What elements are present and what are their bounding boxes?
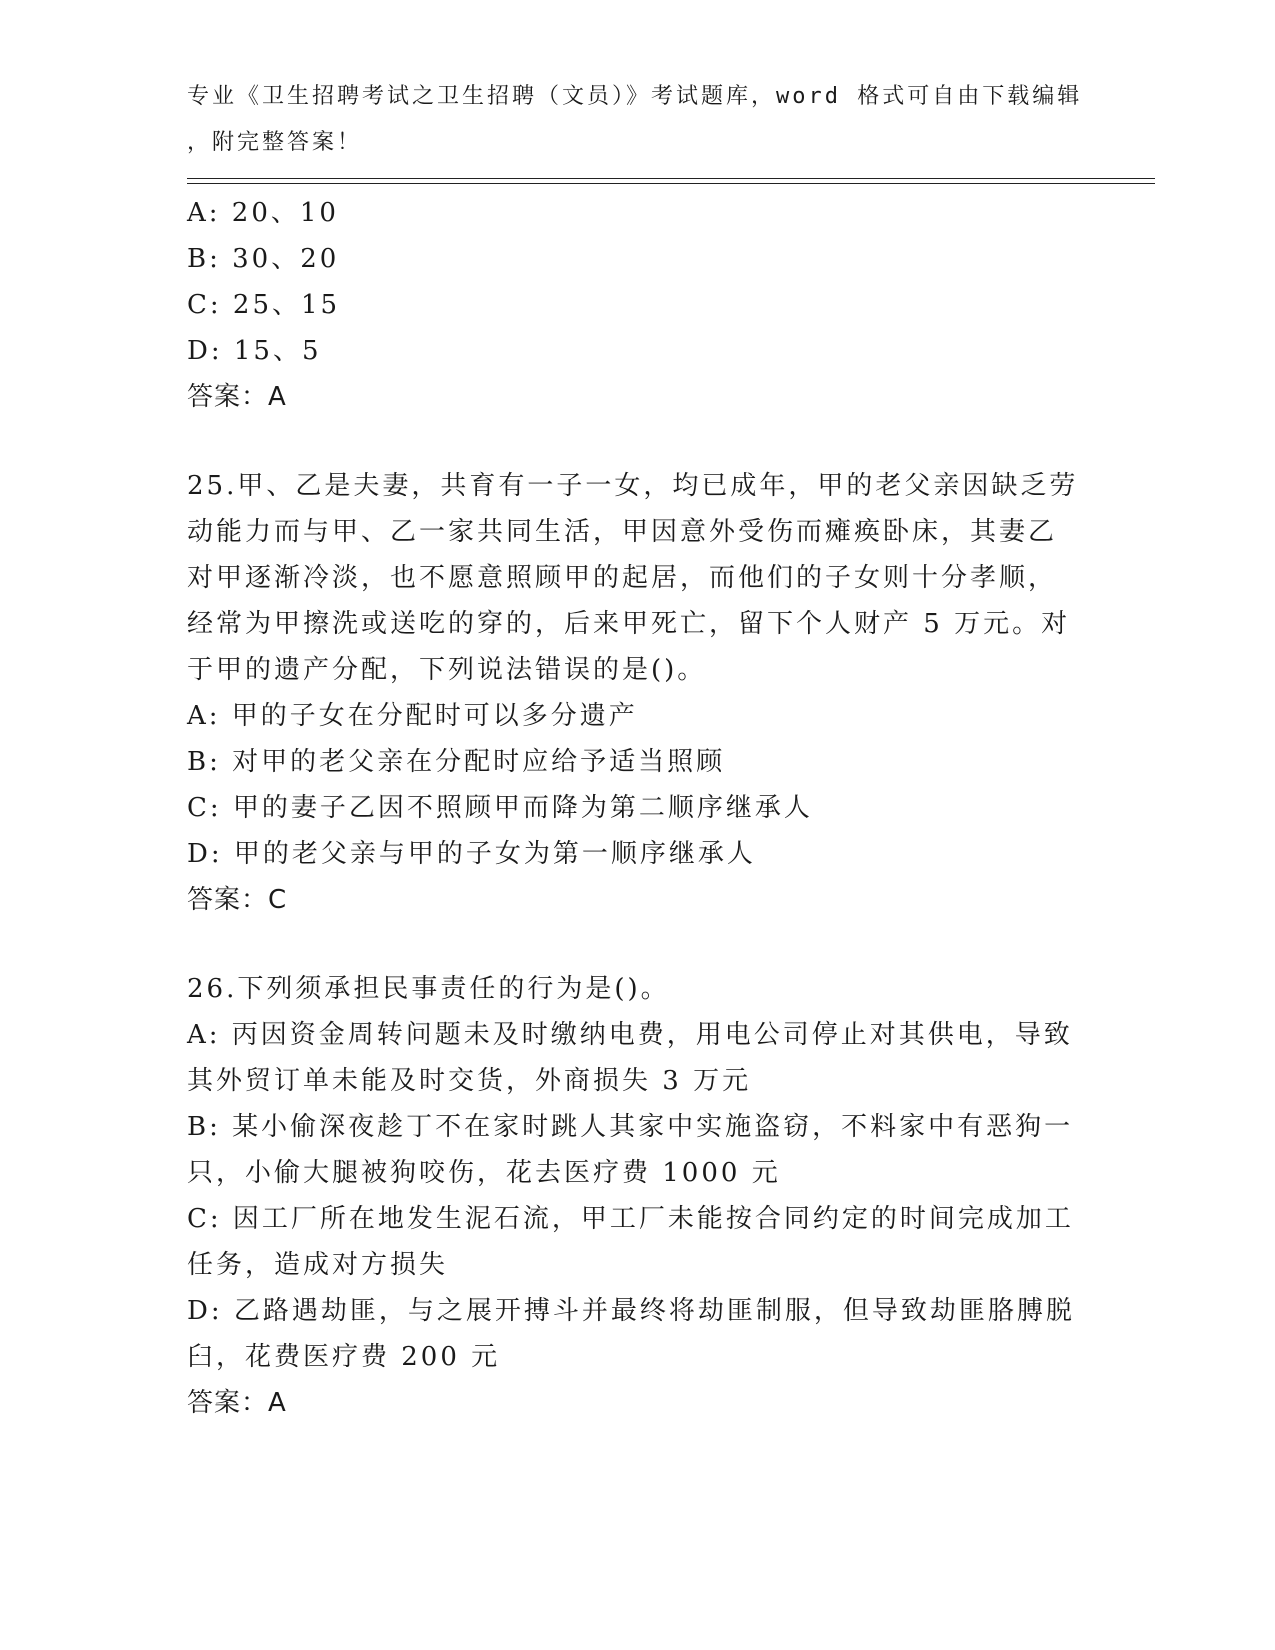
option-line: 其外贸订单未能及时交货，外商损失 3 万元 bbox=[187, 1066, 752, 1096]
question-25-stem bbox=[187, 463, 1087, 693]
option-d: D: 甲的老父亲与甲的子女为第一顺序继承人 bbox=[187, 839, 756, 869]
header-line-2: ，附完整答案！ bbox=[187, 130, 363, 155]
question-25-options bbox=[187, 693, 1087, 877]
option-d: D: 15、5 bbox=[187, 336, 322, 366]
question-24-answer: 答案：A bbox=[187, 382, 287, 412]
option-line: C: 因工厂所在地发生泥石流，甲工厂未能按合同约定的时间完成加工 bbox=[187, 1204, 1074, 1234]
header-divider-bottom bbox=[187, 183, 1155, 184]
page-header bbox=[187, 74, 1083, 166]
option-b: B: 对甲的老父亲在分配时应给予适当照顾 bbox=[187, 747, 726, 777]
stem-line: 26.下列须承担民事责任的行为是()。 bbox=[187, 974, 670, 1004]
option-line: 只，小偷大腿被狗咬伤，花去医疗费 1000 元 bbox=[187, 1158, 781, 1188]
option-b: B: 30、20 bbox=[187, 244, 340, 274]
question-26-stem bbox=[187, 966, 1087, 1012]
stem-line: 25.甲、乙是夫妻，共育有一子一女，均已成年，甲的老父亲因缺乏劳 bbox=[187, 471, 1079, 501]
stem-line: 经常为甲擦洗或送吃的穿的，后来甲死亡，留下个人财产 5 万元。对 bbox=[187, 609, 1071, 639]
option-line: D: 乙路遇劫匪，与之展开搏斗并最终将劫匪制服，但导致劫匪胳膊脱 bbox=[187, 1296, 1075, 1326]
stem-line: 动能力而与甲、乙一家共同生活，甲因意外受伤而瘫痪卧床，其妻乙 bbox=[187, 517, 1058, 547]
option-c: C: 25、15 bbox=[187, 290, 341, 320]
header-divider-top bbox=[187, 178, 1155, 179]
question-26-answer: 答案：A bbox=[187, 1388, 287, 1418]
stem-line: 于甲的遗产分配，下列说法错误的是()。 bbox=[187, 655, 707, 685]
header-line-1: 专业《卫生招聘考试之卫生招聘（文员）》考试题库，word 格式可自由下载编辑 bbox=[187, 84, 1083, 109]
question-26-options bbox=[187, 1012, 1087, 1380]
option-line: 任务，造成对方损失 bbox=[187, 1250, 449, 1280]
stem-line: 对甲逐渐冷淡，也不愿意照顾甲的起居，而他们的子女则十分孝顺， bbox=[187, 563, 1058, 593]
option-line: A: 丙因资金周转问题未及时缴纳电费，用电公司停止对其供电，导致 bbox=[187, 1020, 1073, 1050]
option-line: B: 某小偷深夜趁丁不在家时跳人其家中实施盗窃，不料家中有恶狗一 bbox=[187, 1112, 1074, 1142]
option-c: C: 甲的妻子乙因不照顾甲而降为第二顺序继承人 bbox=[187, 793, 813, 823]
question-24-options bbox=[187, 190, 1087, 374]
option-a: A: 甲的子女在分配时可以多分遗产 bbox=[187, 701, 638, 731]
option-a: A: 20、10 bbox=[187, 198, 339, 228]
option-line: 臼，花费医疗费 200 元 bbox=[187, 1342, 501, 1372]
question-content bbox=[187, 190, 1087, 1426]
question-25-answer: 答案：C bbox=[187, 885, 288, 915]
